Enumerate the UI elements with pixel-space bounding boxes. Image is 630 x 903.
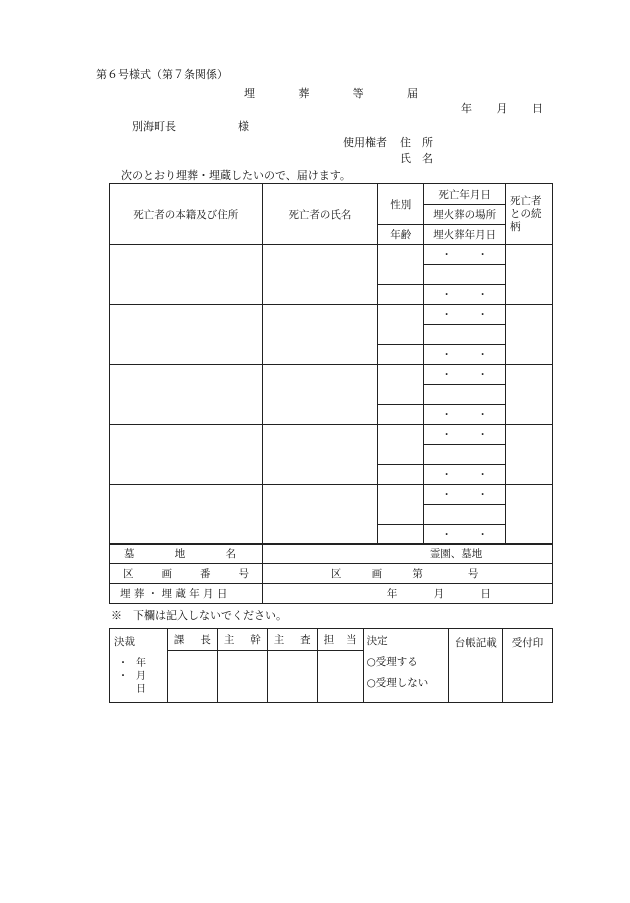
origin-address-cell[interactable] [110, 245, 263, 305]
header-sex: 性別 [378, 184, 424, 225]
header-cremation-date: 埋火葬年月日 [424, 225, 506, 245]
sex-cell[interactable] [378, 245, 424, 285]
date-dot: ・ [477, 249, 488, 261]
deceased-name-cell[interactable] [262, 245, 378, 305]
applicant-label: 使用権者 [343, 136, 387, 149]
decision-status-cell: 決定 ○受理する ○受理しない [363, 629, 449, 703]
addressee-suffix: 様 [238, 120, 249, 133]
chief-stamp[interactable] [167, 651, 217, 703]
accepted-option[interactable]: ○受理する [366, 656, 418, 668]
header-deceased-name: 死亡者の氏名 [262, 184, 378, 245]
sex-cell[interactable] [378, 485, 424, 525]
burial-date-label: 埋 葬 ・ 埋 蔵 年 月 日 [110, 584, 263, 604]
staff-stamp[interactable] [317, 651, 363, 703]
inspector-stamp[interactable] [267, 651, 317, 703]
manager-header: 主 幹 [217, 629, 267, 651]
office-use-table [109, 628, 553, 703]
date-dot: ・ [477, 409, 488, 421]
date-dot: ・ [441, 309, 452, 321]
header-relation: 死亡者 との続 柄 [506, 184, 553, 245]
date-dot: ・ [477, 369, 488, 381]
burial-place-cell[interactable] [424, 445, 506, 465]
relation-cell[interactable] [506, 425, 553, 485]
section-value[interactable]: 区 画 第 号 [262, 564, 552, 584]
relation-cell[interactable] [506, 245, 553, 305]
decision-cell: 決裁 ・ ・ 年 月 日 [110, 629, 168, 703]
header-age: 年齢 [378, 225, 424, 245]
death-date-cell[interactable] [424, 425, 506, 445]
header-burial-place: 埋火葬の場所 [424, 205, 506, 225]
address-label: 住 所 [400, 136, 433, 149]
cremation-date-cell[interactable] [424, 345, 506, 365]
deceased-table [109, 183, 553, 545]
addressee: 別海町長 [132, 120, 176, 133]
age-cell[interactable] [378, 285, 424, 305]
name-label: 氏 名 [400, 152, 433, 165]
death-date-cell[interactable] [424, 485, 506, 505]
date-dot: ・ [441, 489, 452, 501]
header-death-date: 死亡年月日 [424, 184, 506, 205]
staff-header: 担 当 [317, 629, 363, 651]
date-dot: ・ [441, 349, 452, 361]
age-cell[interactable] [378, 345, 424, 365]
date-dot: ・ [441, 289, 452, 301]
age-cell[interactable] [378, 405, 424, 425]
origin-address-cell[interactable] [110, 485, 263, 545]
date-dot: ・ [477, 349, 488, 361]
date-dot: ・ [477, 289, 488, 301]
cremation-date-cell[interactable] [424, 465, 506, 485]
death-date-cell[interactable] [424, 365, 506, 385]
sex-cell[interactable] [378, 305, 424, 345]
cremation-date-cell[interactable] [424, 285, 506, 305]
form-number: 第６号様式（第７条関係） [96, 68, 228, 81]
date-dot: ・ [441, 529, 452, 541]
origin-address-cell[interactable] [110, 305, 263, 365]
relation-cell[interactable] [506, 485, 553, 545]
burial-place-cell[interactable] [424, 265, 506, 285]
relation-cell[interactable] [506, 305, 553, 365]
grave-value[interactable]: 霊園、墓地 [262, 544, 552, 564]
burial-place-cell[interactable] [424, 385, 506, 405]
grave-label: 墓 地 名 [110, 544, 263, 564]
date-dot: ・ [441, 369, 452, 381]
header-origin-address: 死亡者の本籍及び住所 [110, 184, 263, 245]
origin-address-cell[interactable] [110, 425, 263, 485]
inspector-header: 主 査 [267, 629, 317, 651]
date-dot: ・ [477, 489, 488, 501]
manager-stamp[interactable] [217, 651, 267, 703]
cremation-date-cell[interactable] [424, 525, 506, 545]
burial-place-cell[interactable] [424, 505, 506, 525]
date-dot: ・ [441, 249, 452, 261]
deceased-name-cell[interactable] [262, 305, 378, 365]
section-label: 区 画 番 号 [110, 564, 263, 584]
relation-cell[interactable] [506, 365, 553, 425]
origin-address-cell[interactable] [110, 365, 263, 425]
form-title: 埋 葬 等 届 [244, 87, 418, 100]
death-date-cell[interactable] [424, 245, 506, 265]
age-cell[interactable] [378, 465, 424, 485]
date-dot: ・ [477, 469, 488, 481]
ledger-cell: 台帳記載 [449, 629, 503, 703]
sex-cell[interactable] [378, 425, 424, 465]
date-dot: ・ [477, 429, 488, 441]
death-date-cell[interactable] [424, 305, 506, 325]
deceased-name-cell[interactable] [262, 425, 378, 485]
burial-date-value[interactable]: 年 月 日 [262, 584, 552, 604]
deceased-name-cell[interactable] [262, 365, 378, 425]
receipt-stamp-cell: 受付印 [503, 629, 553, 703]
grave-table [109, 543, 553, 604]
date-dot: ・ [441, 469, 452, 481]
date-dot: ・ [441, 409, 452, 421]
date-dot: ・ [477, 309, 488, 321]
deceased-name-cell[interactable] [262, 485, 378, 545]
age-cell[interactable] [378, 525, 424, 545]
submission-date: 年 月 日 [461, 102, 543, 115]
date-dot: ・ [441, 429, 452, 441]
date-dot: ・ [477, 529, 488, 541]
chief-header: 課 長 [167, 629, 217, 651]
intro-text: 次のとおり埋葬・埋蔵したいので、届けます。 [121, 169, 351, 182]
burial-place-cell[interactable] [424, 325, 506, 345]
rejected-option[interactable]: ○受理しない [366, 677, 429, 689]
office-use-note: ※ 下欄は記入しないでください。 [111, 609, 287, 622]
sex-cell[interactable] [378, 365, 424, 405]
cremation-date-cell[interactable] [424, 405, 506, 425]
